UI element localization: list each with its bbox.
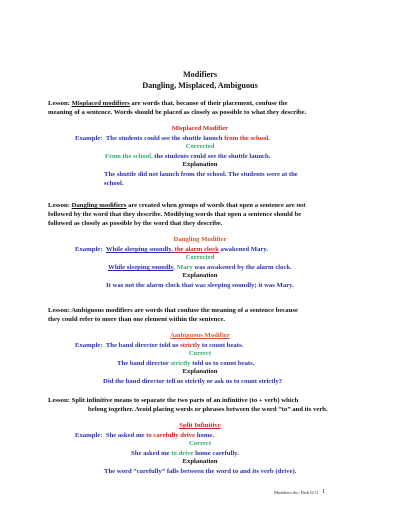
dangling-corrected: While sleeping soundly, Mary was awakened by the alarm clock. xyxy=(108,264,292,271)
footer-filename: Modifiers.doc Dick 6/11 xyxy=(274,490,319,495)
ambiguous-explanation-label: Explanation xyxy=(182,368,218,375)
misplaced-explanation: The shuttle did not launch from the school. The students were at the school. xyxy=(104,171,298,187)
split-correct-label: Correct xyxy=(188,440,212,447)
split-explanation-label: Explanation xyxy=(182,458,218,465)
split-heading: Split Infinitive xyxy=(179,422,221,429)
split-lesson: Lesson: Split infinitive means to separate the two parts of an infinitive (to + verb) which belong together. Avoid placing words or phrases between the word “to” and its verb. xyxy=(48,397,328,413)
ambiguous-correct: The band director strictly told us to count beats. xyxy=(117,360,255,367)
misplaced-corrected-label: Corrected xyxy=(185,143,215,150)
misplaced-corrected: From the school, the students could see the shuttle launch. xyxy=(105,153,271,160)
dangling-explanation: It was not the alarm clock that was sleeping soundly; it was Mary. xyxy=(106,282,294,289)
split-correct: She asked me to drive home carefully. xyxy=(131,450,239,457)
ambiguous-explanation: Did the band director tell us strictly or ask us to count strictly? xyxy=(103,378,283,385)
dangling-lesson: Lesson: Dangling modifiers are created when groups of words that open a sentence are not followed by the word that they describe. Modifying words that open a sentence should be followed as closely as possible by the word that they describe. xyxy=(48,202,306,227)
dangling-example: Example: While sleeping soundly, the alarm clock awakened Mary. xyxy=(75,246,269,253)
ambiguous-lesson: Lesson: Ambiguous modifiers are words that confuse the meaning of a sentence because they could refer to more than one element within the sentence. xyxy=(48,307,298,323)
split-example: Example: She asked me to carefully drive home. xyxy=(75,432,215,439)
misplaced-heading: Misplaced Modifier xyxy=(171,125,229,132)
page-subtitle: Dangling, Misplaced, Ambiguous xyxy=(142,81,258,90)
dangling-explanation-label: Explanation xyxy=(182,272,218,279)
page-number: 1 xyxy=(322,488,326,495)
misplaced-lesson: Lesson: Misplaced modifiers are words that, because of their placement, confuse the meaning of a sentence. Words should be placed as closely as possible to what they describe. xyxy=(48,100,307,116)
ambiguous-example: Example: The band director told us strictly to count beats. xyxy=(75,342,244,349)
ambiguous-correct-label: Correct xyxy=(188,350,212,357)
dangling-heading: Dangling Modifier xyxy=(173,236,227,243)
page-title: Modifiers xyxy=(182,70,218,79)
misplaced-example: Example: The students could see the shuttle launch from the school. xyxy=(75,135,270,142)
misplaced-explanation-label: Explanation xyxy=(182,161,218,168)
split-explanation: The word “carefully” falls between the word to and its verb (drive). xyxy=(104,468,297,475)
dangling-corrected-label: Corrected xyxy=(185,254,215,261)
ambiguous-heading: Ambiguous Modifier xyxy=(170,332,230,339)
